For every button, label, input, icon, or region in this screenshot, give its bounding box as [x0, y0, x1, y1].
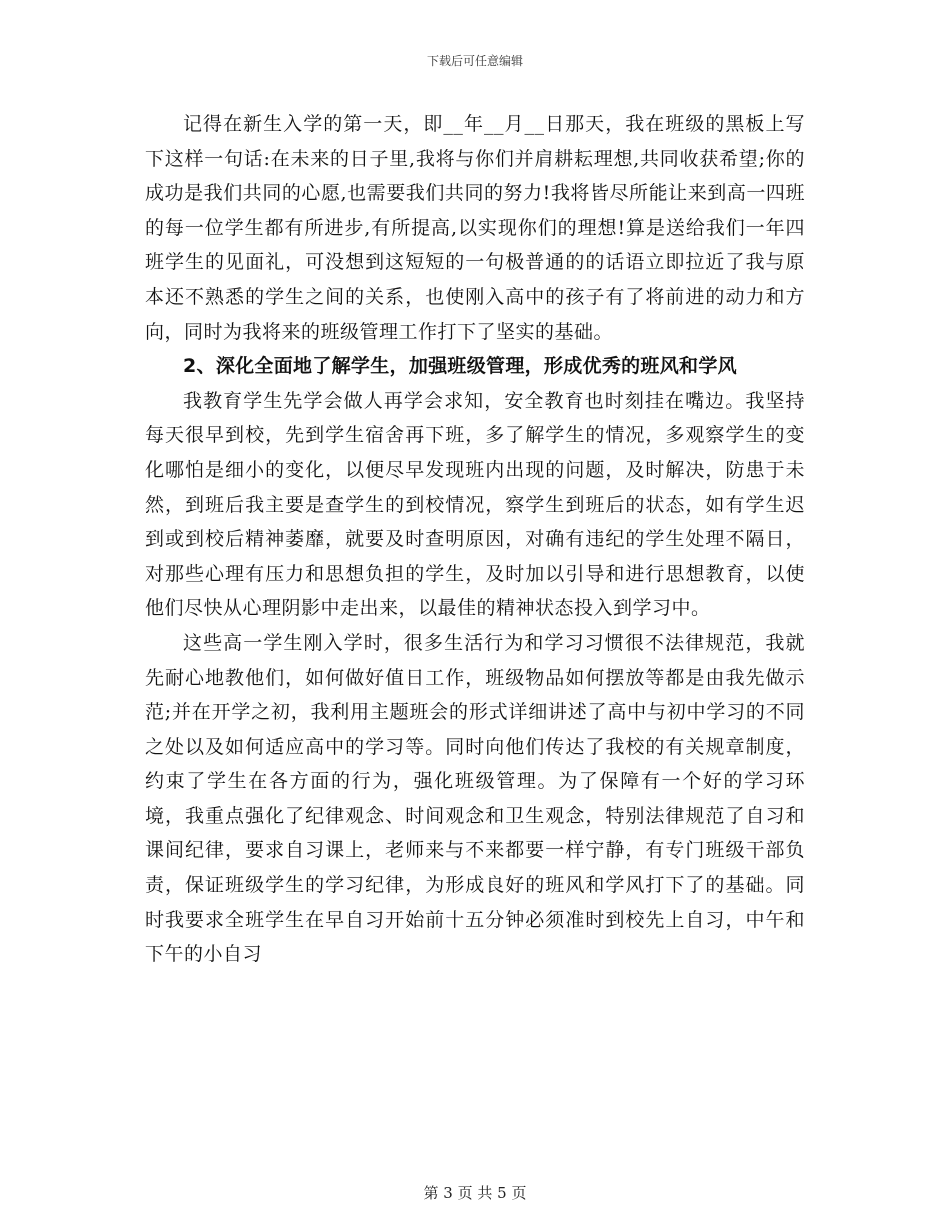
page-number: 第 3 页 共 5 页 — [423, 1184, 527, 1202]
paragraph-class-management: 这些高一学生刚入学时，很多生活行为和学习习惯很不法律规范，我就先耐心地教他们，如何做好值日工作，班级物品如何摆放等都是由我先做示范;并在开学之初，我利用主题班会的形式详细讲述了高中与初中学习的不同之处以及如何适应高中的学习等。同时向他们传达了我校的有关规章制度，约束了学生在各方面的行为，强化班级管理。为了保障有一个好的学习环境，我重点强化了纪律观念、时间观念和卫生观念，特别法律规范了自习和课间纪律，要求自习课上，老师来与不来都要一样宁静，有专门班级干部负责，保证班级学生的学习纪律，为形成良好的班风和学风打下了的基础。同时我要求全班学生在早自习开始前十五分钟必须准时到校先上自习，中午和下午的小自习 — [145, 631, 805, 966]
paragraph-first-day: 记得在新生入学的第一天，即__年__月__日那天，我在班级的黑板上写下这样一句话:在未来的日子里,我将与你们并肩耕耘理想,共同收获希望;你的成功是我们共同的心愿,也需要我们共同的努力!我将皆尽所能让来到高一四班的每一位学生都有所进步,有所提高,以实现你们的理想!算是送给我们一年四班学生的见面礼，可没想到这短短的一句极普通的的话语立即拉近了我与原本还不熟悉的学生之间的关系，也使刚入高中的孩子有了将前进的动力和方向，同时为我将来的班级管理工作打下了坚实的基础。 — [145, 113, 805, 343]
paragraph-student-care: 我教育学生先学会做人再学会求知，安全教育也时刻挂在嘴边。我坚持每天很早到校，先到学生宿舍再下班，多了解学生的情况，多观察学生的变化哪怕是细小的变化，以便尽早发现班内出现的问题，及时解决，防患于未然，到班后我主要是查学生的到校情况，察学生到班后的状态，如有学生迟到或到校后精神萎靡，就要及时查明原因，对确有违纪的学生处理不隔日，对那些心理有压力和思想负担的学生，及时加以引导和进行思想教育，以使他们尽快从心理阴影中走出来，以最佳的精神状态投入到学习中。 — [145, 389, 805, 620]
document-body — [145, 107, 805, 972]
page-header-note: 下载后可任意编辑 — [426, 54, 523, 68]
section-heading: 2、深化全面地了解学生，加强班级管理，形成优秀的班风和学风 — [183, 355, 737, 378]
